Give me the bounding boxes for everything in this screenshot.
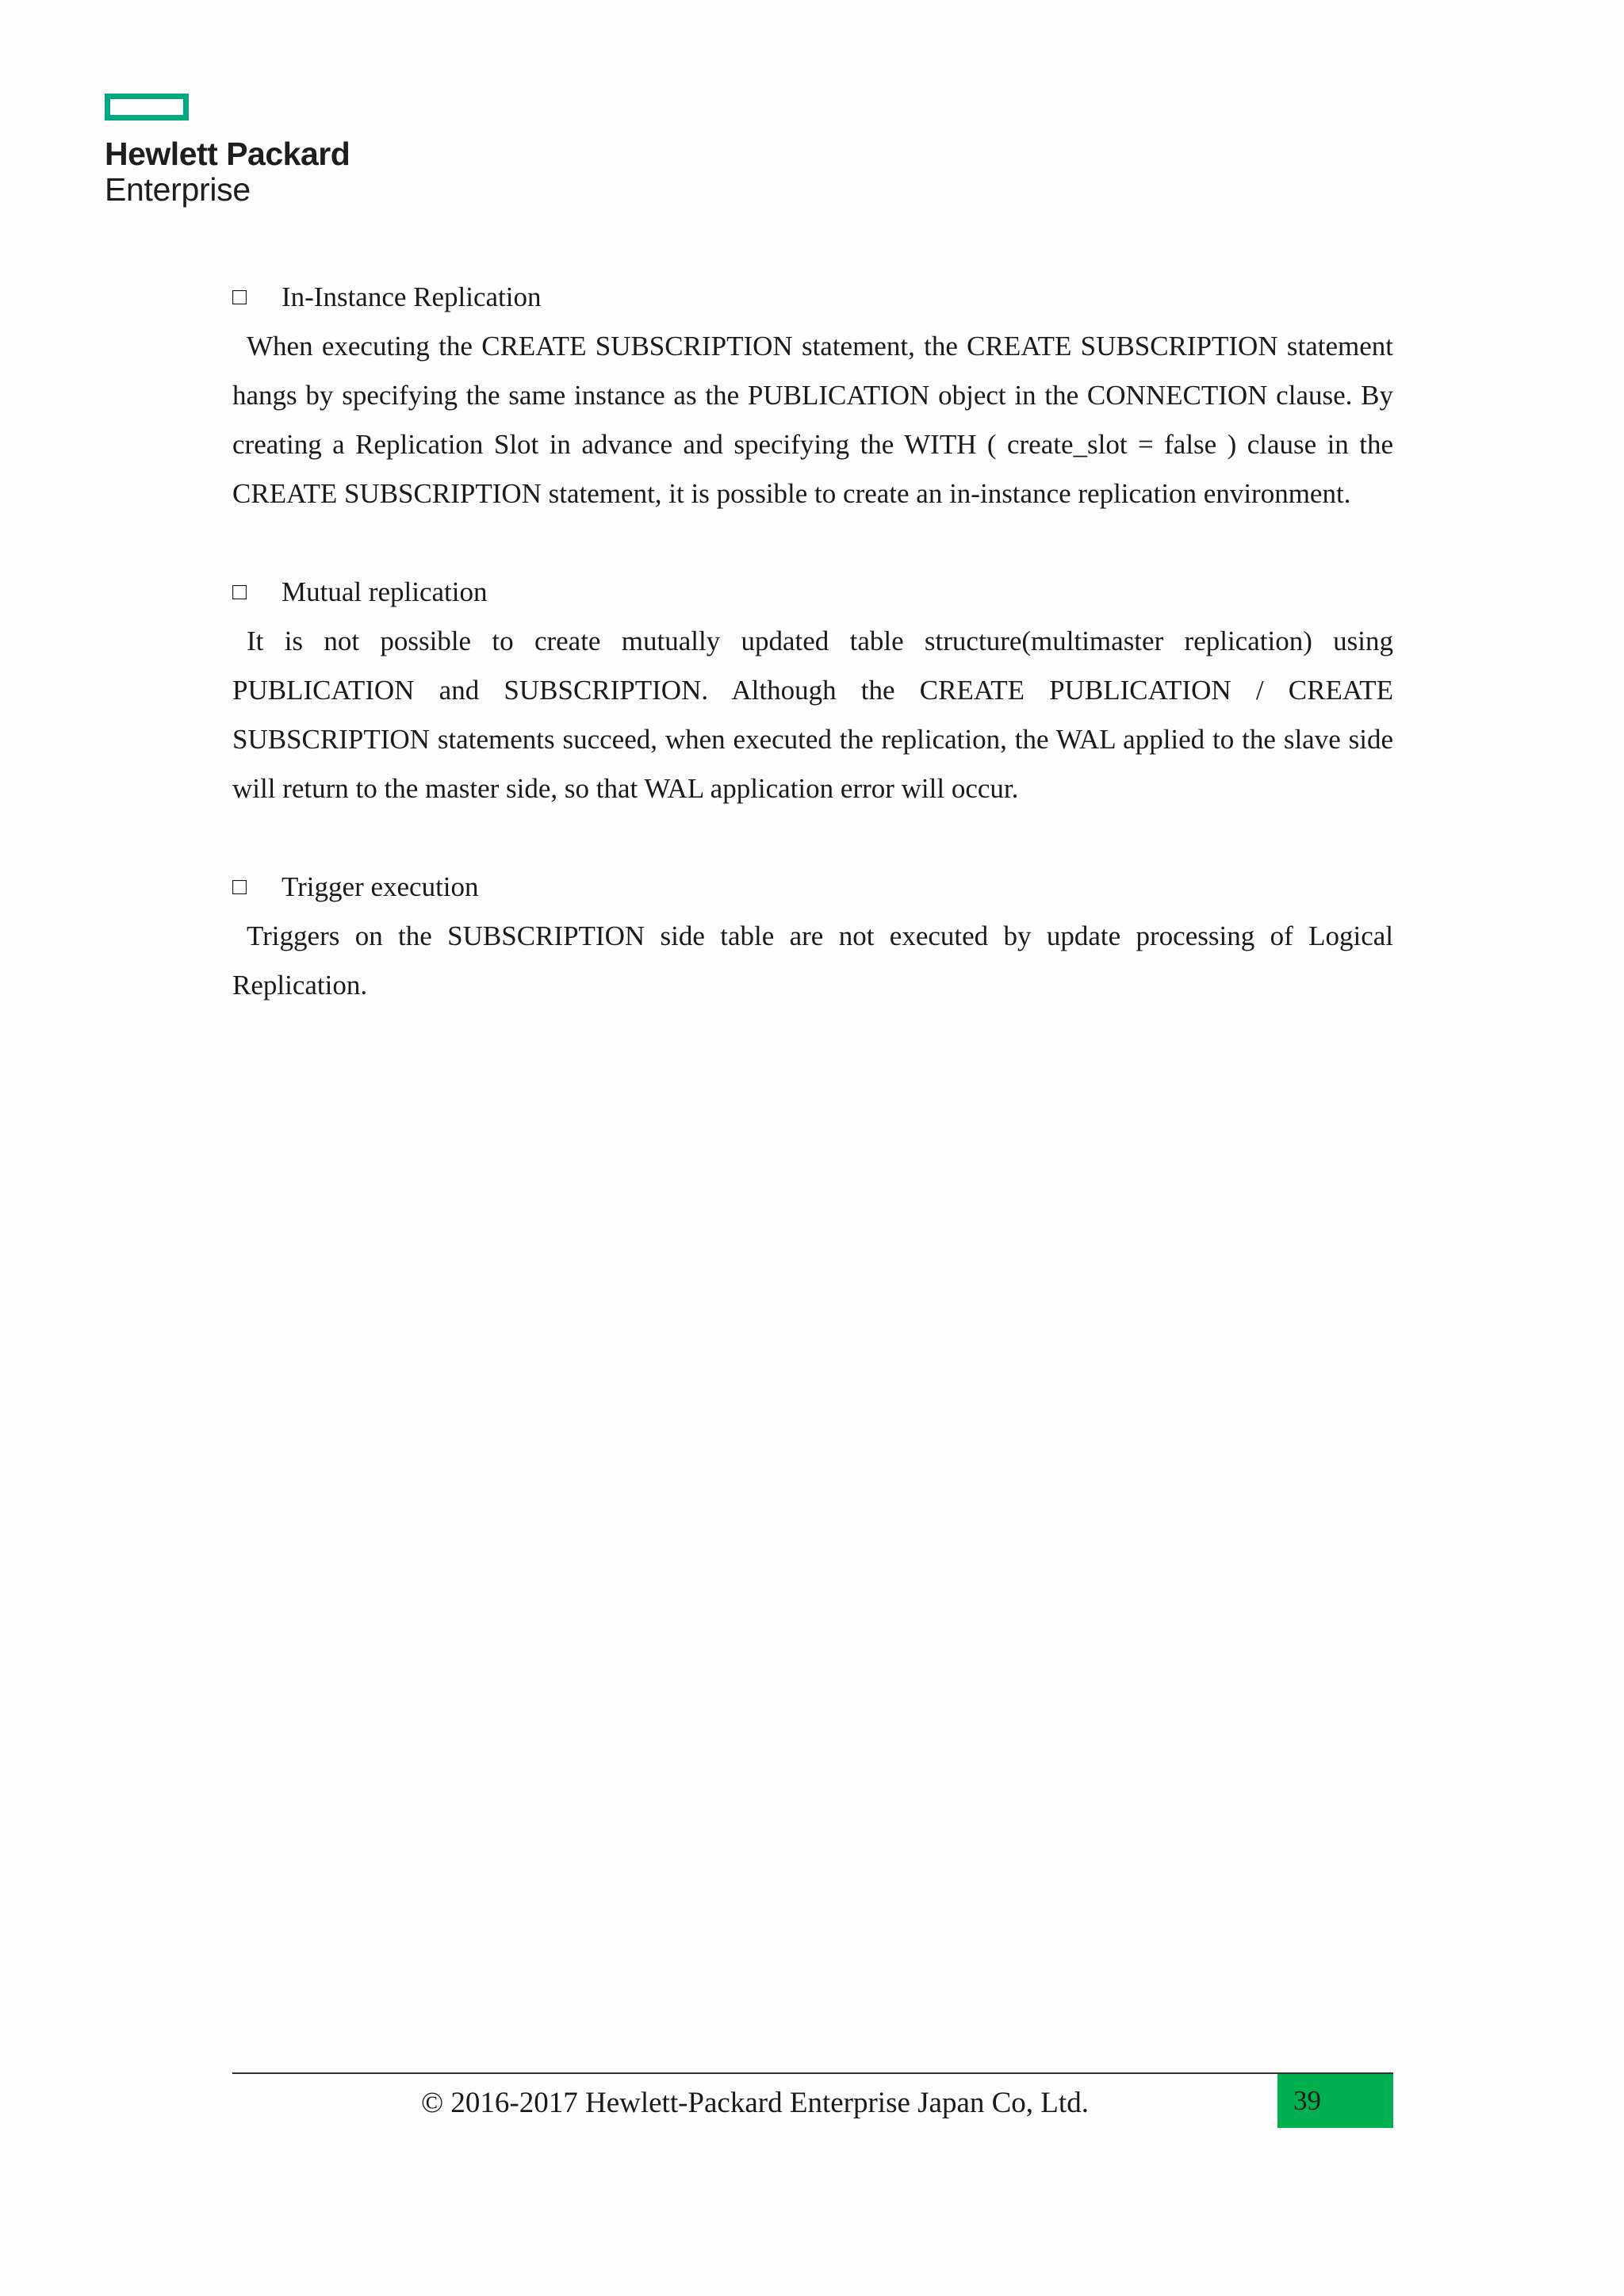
page-number-badge: 39	[1277, 2074, 1393, 2128]
section-title: Trigger execution	[282, 871, 479, 902]
checkbox-bullet-icon: □	[232, 284, 247, 310]
section-in-instance-replication	[232, 273, 1393, 519]
section-body: When executing the CREATE SUBSCRIPTION statement, the CREATE SUBSCRIPTION statement hangs by specifying the same instance as the PUBLICATION object in the CONNECTION clause. By creating a Replication Slot in advance and specifying the WITH ( create_slot = false ) clause in the CREATE SUBSCRIPTION statement, it is possible to create an in-instance replication environment.	[232, 331, 1393, 509]
section-body: Triggers on the SUBSCRIPTION side table are not executed by update processing of Logical Replication.	[232, 920, 1393, 1001]
checkbox-bullet-icon: □	[232, 579, 247, 605]
section-heading	[232, 273, 1393, 322]
logo-rectangle-icon	[105, 94, 189, 121]
section-title: In-Instance Replication	[282, 281, 542, 312]
checkbox-bullet-icon: □	[232, 874, 247, 900]
footer-copyright: © 2016-2017 Hewlett-Packard Enterprise Japan Co, Ltd.	[421, 2087, 1089, 2119]
logo-text-line1: Hewlett Packard	[105, 136, 350, 172]
section-heading	[232, 568, 1393, 617]
section-body: It is not possible to create mutually updated table structure(multimaster replication) using PUBLICATION and SUBSCRIPTION. Although the CREATE PUBLICATION / CREATE SUBSCRIPTION statements succeed, when executed the replication, the WAL applied to the slave side will return to the master side, so that WAL application error will occur.	[232, 626, 1393, 804]
company-logo	[105, 94, 350, 208]
logo-text-line2: Enterprise	[105, 171, 251, 208]
section-trigger-execution	[232, 863, 1393, 1010]
section-heading	[232, 863, 1393, 912]
section-mutual-replication	[232, 568, 1393, 813]
main-content	[232, 273, 1393, 1059]
section-title: Mutual replication	[282, 576, 488, 607]
footer-divider	[232, 2072, 1393, 2074]
